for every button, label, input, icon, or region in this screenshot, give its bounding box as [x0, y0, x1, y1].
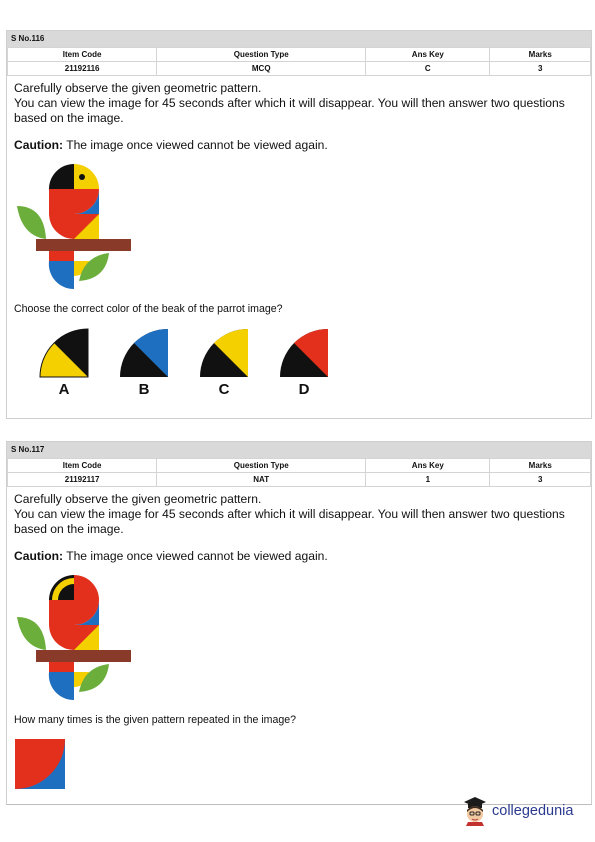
- parrot-pattern-icon: [14, 572, 144, 707]
- caution-note: [14, 549, 591, 564]
- instructions: [14, 492, 591, 537]
- option-d[interactable]: [274, 327, 334, 397]
- table-header-row: [8, 459, 591, 473]
- question-block-116: [6, 30, 592, 419]
- quarter-circle-option-icon: [118, 327, 170, 379]
- collegedunia-logo-icon: [462, 796, 488, 826]
- parrot-pattern-icon: [14, 161, 144, 296]
- instruction-line: You can view the image for 45 seconds after which it will disappear. You will then answer two questions based on the image.: [14, 96, 565, 125]
- question-body: [7, 76, 591, 407]
- question-prompt: Choose the correct color of the beak of the parrot image?: [14, 303, 283, 315]
- header-ans-key: Ans Key: [366, 48, 490, 62]
- instruction-line: Carefully observe the given geometric pattern.: [14, 492, 262, 506]
- question-body: [7, 487, 591, 790]
- caution-text: The image once viewed cannot be viewed again.: [63, 549, 328, 563]
- header-question-type: Question Type: [157, 459, 366, 473]
- item-code-value: 21192116: [8, 62, 157, 76]
- header-ans-key: Ans Key: [366, 459, 490, 473]
- header-question-type: Question Type: [157, 48, 366, 62]
- answer-options: [14, 327, 591, 407]
- instruction-line: Carefully observe the given geometric pattern.: [14, 81, 262, 95]
- header-marks: Marks: [490, 48, 591, 62]
- quarter-circle-option-icon: [278, 327, 330, 379]
- marks-value: 3: [490, 473, 591, 487]
- question-prompt: How many times is the given pattern repeated in the image?: [14, 714, 297, 726]
- option-label: D: [298, 381, 310, 398]
- question-type-value: MCQ: [157, 62, 366, 76]
- caution-text: The image once viewed cannot be viewed again.: [63, 138, 328, 152]
- header-item-code: Item Code: [8, 48, 157, 62]
- header-marks: Marks: [490, 459, 591, 473]
- caution-label: Caution:: [14, 138, 64, 152]
- instructions: [14, 81, 591, 126]
- serial-number: S No.117: [7, 442, 591, 458]
- instruction-line: You can view the image for 45 seconds after which it will disappear. You will then answer two questions based on the image.: [14, 507, 565, 536]
- caution-label: Caution:: [14, 549, 64, 563]
- ans-key-value: C: [366, 62, 490, 76]
- question-meta-table: [7, 47, 591, 76]
- brand-name: collegedunia: [492, 803, 574, 819]
- question-type-value: NAT: [157, 473, 366, 487]
- item-code-value: 21192117: [8, 473, 157, 487]
- option-label: C: [218, 381, 230, 398]
- caution-note: [14, 138, 591, 153]
- marks-value: 3: [490, 62, 591, 76]
- option-a[interactable]: [34, 327, 94, 397]
- table-row: [8, 473, 591, 487]
- quarter-circle-option-icon: [198, 327, 250, 379]
- ans-key-value: 1: [366, 473, 490, 487]
- question-meta-table: [7, 458, 591, 487]
- brand-logo: [462, 796, 573, 826]
- option-label: A: [58, 381, 70, 398]
- quarter-circle-option-icon: [38, 327, 90, 379]
- table-header-row: [8, 48, 591, 62]
- question-block-117: [6, 441, 592, 805]
- pattern-square-icon: [14, 738, 66, 790]
- header-item-code: Item Code: [8, 459, 157, 473]
- table-row: [8, 62, 591, 76]
- option-c[interactable]: [194, 327, 254, 397]
- option-label: B: [138, 381, 150, 398]
- option-b[interactable]: [114, 327, 174, 397]
- serial-number: S No.116: [7, 31, 591, 47]
